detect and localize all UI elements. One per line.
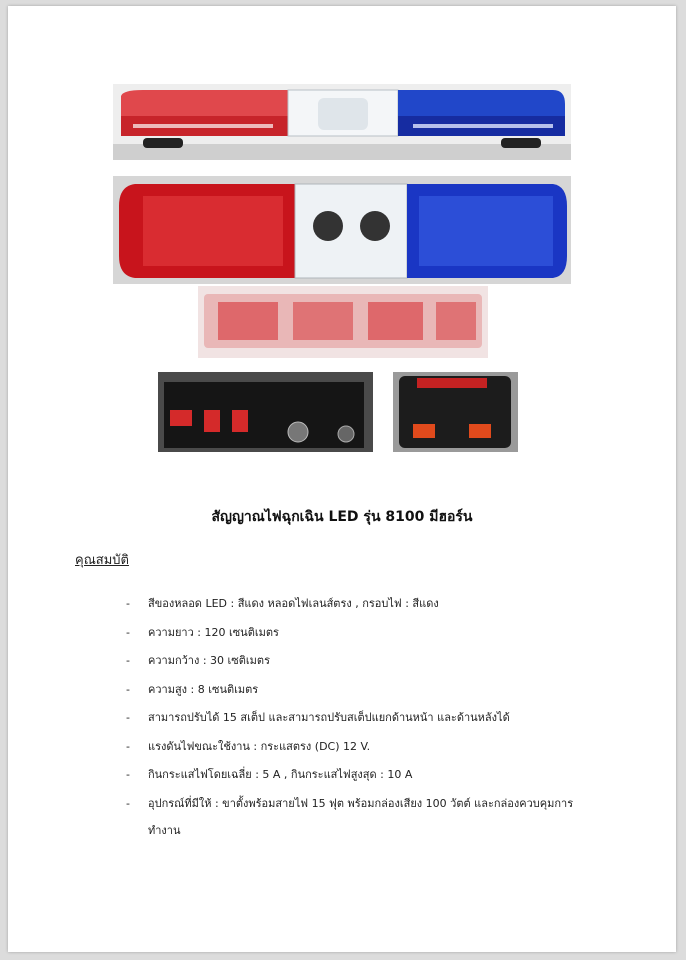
spec-item: - ความสูง : 8 เซนติเมตร bbox=[126, 676, 616, 705]
led-module-photo bbox=[198, 286, 488, 358]
lightbar-dome-photo bbox=[113, 176, 571, 284]
spec-item: - ความยาว : 120 เซนติเมตร bbox=[126, 619, 616, 648]
switch-box-photo bbox=[393, 372, 518, 452]
lightbar-photo bbox=[113, 84, 571, 160]
spec-list bbox=[126, 590, 616, 844]
spec-item: - ความกว้าง : 30 เซติเมตร bbox=[126, 647, 616, 676]
spec-item: - สามารถปรับได้ 15 สเต็ป และสามารถปรับสเต็ปแยกด้านหน้า และด้านหลังได้ bbox=[126, 704, 616, 733]
product-title: สัญญาณไฟฉุกเฉิน LED รุ่น 8100 มีฮอร์น bbox=[211, 509, 473, 525]
spec-item-line: ทำงาน bbox=[148, 824, 181, 837]
spec-item-line: อุปกรณ์ที่มีให้ : ขาตั้งพร้อมสายไฟ 15 ฟุต พร้อมกล่องเสียง 100 วัตต์ และกล่องควบคุมการ bbox=[148, 796, 574, 810]
control-box-photo bbox=[158, 372, 373, 452]
spec-item bbox=[126, 790, 616, 845]
spec-item: - แรงดันไฟขณะใช้งาน : กระแสตรง (DC) 12 V. bbox=[126, 733, 616, 762]
spec-item: - สีของหลอด LED : สีแดง หลอดไฟเลนส์ตรง , กรอบไฟ : สีแดง bbox=[126, 590, 616, 619]
document-page bbox=[8, 6, 676, 952]
section-heading: คุณสมบัติ bbox=[75, 553, 129, 568]
spec-item: - กินกระแสไฟโดยเฉลี่ย : 5 A , กินกระแสไฟสูงสุด : 10 A bbox=[126, 761, 616, 790]
